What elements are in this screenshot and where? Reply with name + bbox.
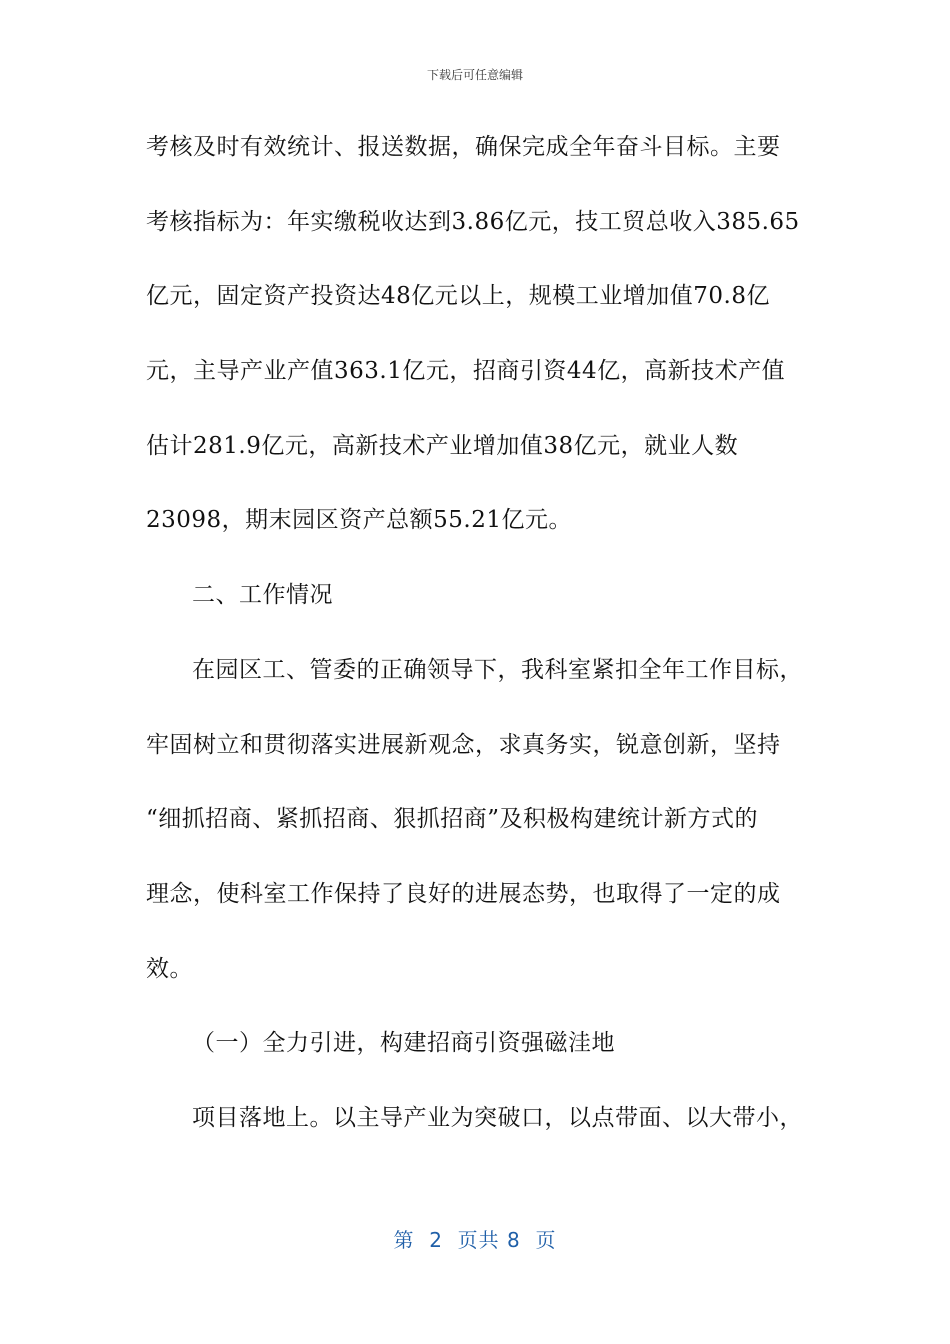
paragraph-line: 牢固树立和贯彻落实进展新观念，求真务实，锐意创新，坚持 [146, 731, 781, 758]
subsection-heading: （一）全力引进，构建招商引资强磁洼地 [192, 1030, 615, 1057]
page-footer [0, 1224, 950, 1253]
paragraph-line: 亿元，固定资产投资达48亿元以上，规模工业增加值70.8亿 [146, 283, 770, 310]
document-body [146, 122, 826, 1168]
paragraph-line: 理念，使科室工作保持了良好的进展态势，也取得了一定的成 [146, 880, 781, 907]
section-heading: 二、工作情况 [192, 582, 333, 609]
header-note: 下载后可任意编辑 [426, 68, 523, 82]
paragraph-line: 估计281.9亿元，高新技术产业增加值38亿元，就业人数 [146, 432, 739, 459]
paragraph-line: 考核指标为：年实缴税收达到3.86亿元，技工贸总收入385.65 [146, 208, 800, 235]
paragraph-line: 23098，期末园区资产总额55.21亿元。 [146, 507, 573, 534]
paragraph-line: 项目落地上。以主导产业为突破口，以点带面、以大带小， [192, 1104, 803, 1131]
paragraph-line: 元，主导产业产值363.1亿元，招商引资44亿，高新技术产值 [146, 358, 786, 385]
paragraph-line: 在园区工、管委的正确领导下，我科室紧扣全年工作目标， [192, 656, 803, 683]
paragraph-line: 效。 [146, 955, 193, 982]
paragraph-line: “细抓招商、紧抓招商、狠抓招商”及积极构建统计新方式的 [146, 806, 759, 833]
paragraph-line: 考核及时有效统计、报送数据，确保完成全年奋斗目标。主要 [146, 134, 781, 160]
page-number-label: 第 2 页共 8 页 [393, 1228, 557, 1252]
